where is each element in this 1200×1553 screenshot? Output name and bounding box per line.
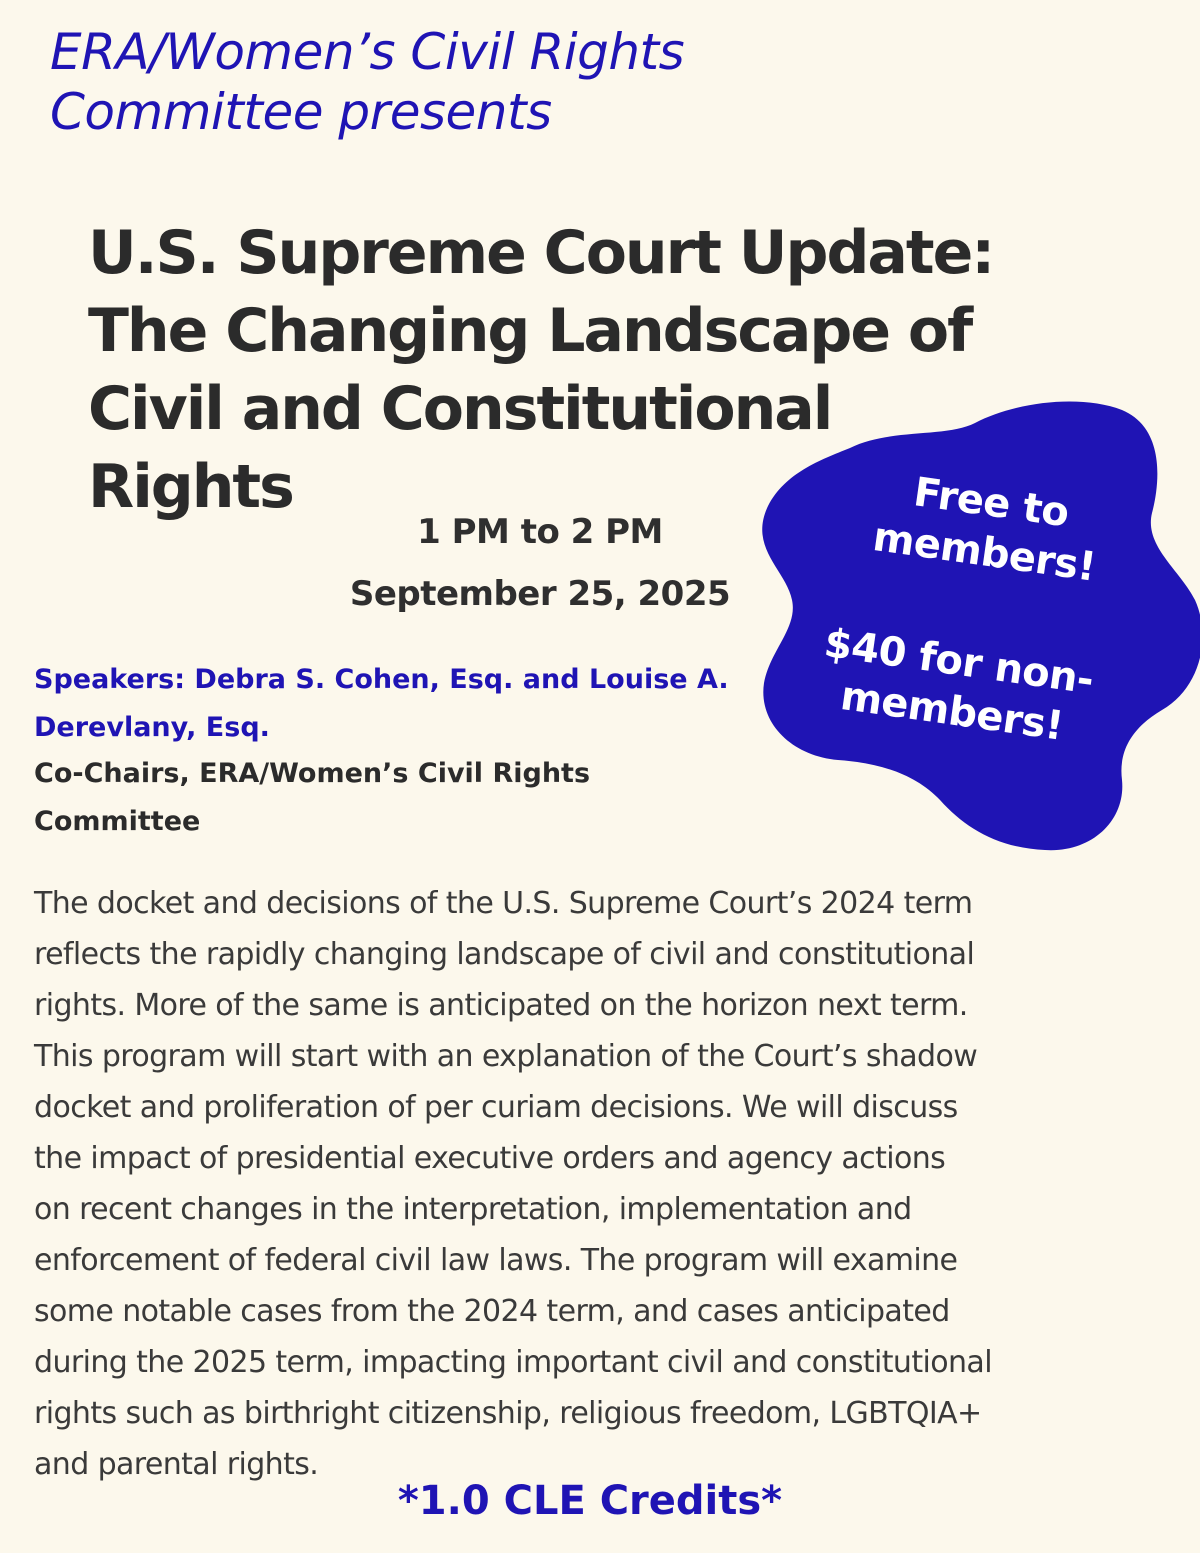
description-line: rights. More of the same is anticipated on the horizon next term. <box>34 988 968 1023</box>
description-line: rights such as birthright citizenship, religious freedom, LGBTQIA+ <box>34 1396 982 1431</box>
description-line: This program will start with an explanation of the Court’s shadow <box>34 1039 978 1074</box>
description-line: The docket and decisions of the U.S. Supreme Court’s 2024 term <box>34 886 973 921</box>
description-line: during the 2025 term, impacting important civil and constitutional <box>34 1345 992 1380</box>
member-price: Free to members! <box>870 469 1099 591</box>
description-line: on recent changes in the interpretation, implementation and <box>34 1192 912 1227</box>
description-line: reflects the rapidly changing landscape of civil and constitutional <box>34 937 975 972</box>
description-line: some notable cases from the 2024 term, and cases anticipated <box>34 1294 950 1329</box>
speakers-list: Speakers: Debra S. Cohen, Esq. and Louise A. Derevlany, Esq. <box>34 664 729 743</box>
pricing-badge <box>740 388 1200 858</box>
program-description <box>34 878 1174 1490</box>
event-date: September 25, 2025 <box>349 574 731 614</box>
presenter-line-2: Committee presents <box>50 83 552 141</box>
cle-credits: *1.0 CLE Credits* <box>397 1478 783 1524</box>
pricing-text <box>709 358 1200 888</box>
title-line-1: U.S. Supreme Court Update: <box>88 218 994 288</box>
presenter-heading <box>50 22 950 142</box>
description-line: enforcement of federal civil law laws. The program will examine <box>34 1243 958 1278</box>
title-line-2: The Changing Landscape of <box>88 296 972 366</box>
description-line: docket and proliferation of per curiam decisions. We will discuss <box>34 1090 958 1125</box>
speakers-role: Co-Chairs, ERA/Women’s Civil Rights Committee <box>34 758 591 837</box>
presenter-line-1: ERA/Women’s Civil Rights <box>50 23 685 81</box>
non-member-price: $40 for non-members! <box>821 620 1097 750</box>
title-line-3: Civil and Constitutional <box>88 374 832 444</box>
description-line: the impact of presidential executive orders and agency actions <box>34 1141 946 1176</box>
event-time: 1 PM to 2 PM <box>417 512 663 552</box>
description-line: and parental rights. <box>34 1447 319 1482</box>
title-line-4: Rights <box>88 452 293 522</box>
